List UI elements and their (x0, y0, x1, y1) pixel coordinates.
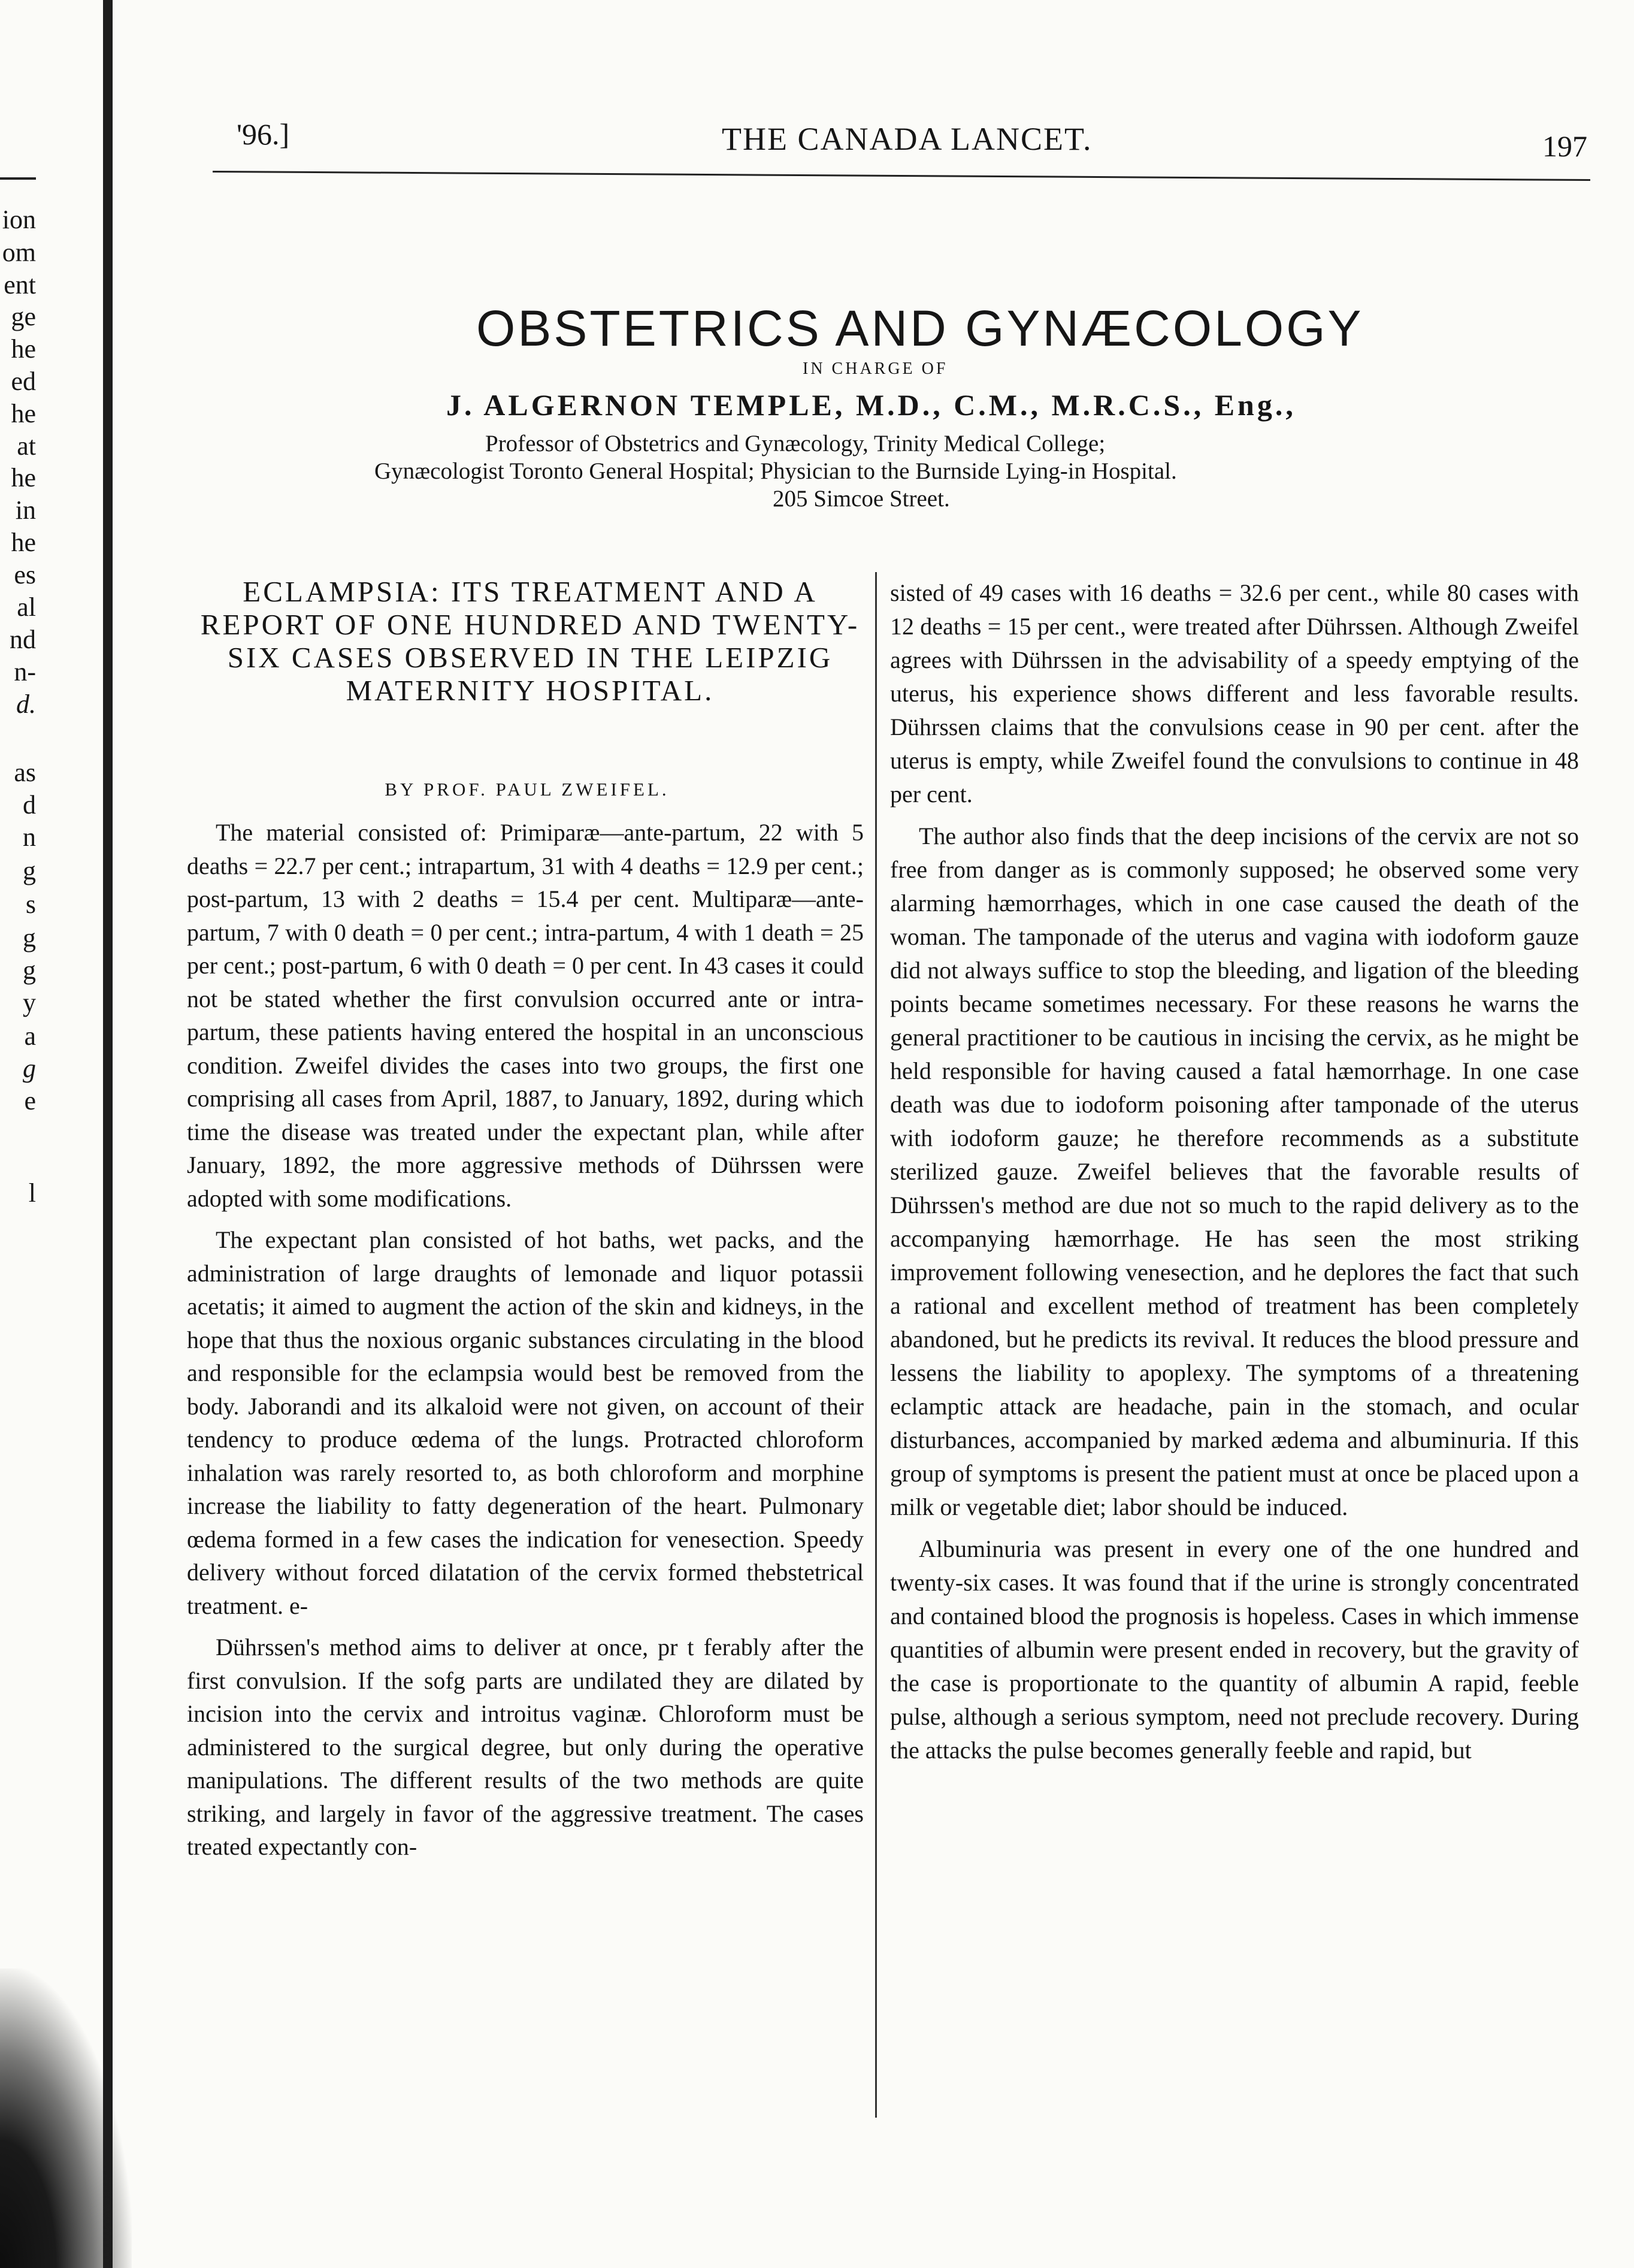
paragraph: The material consisted of: Primiparæ—ante-partum, 22 with 5 deaths = 22.7 per cent.; intrapartum, 31 with 4 deaths = 12.9 per cent.; post-partum, 13 with 2 deaths = 15.4 per cent. Multiparæ—ante-partum, 7 with 0 death = 0 per cent.; intra-partum, 4 with 1 death = 25 per cent.; post-partum, 6 with 0 death = 0 per cent. In 43 cases it could not be stated whether the first convulsion occurred ante or intra-partum, these patients having entered the hospital in an unconscious condition. Zweifel divides the cases into two groups, the first one comprising all cases from April, 1887, to January, 1892, during which time the disease was treated under the expectant plan, while after January, 1892, the more aggressive methods of Dührssen were adopted with some modifications. (187, 819, 864, 1212)
margin-fragment: ent (4, 270, 36, 300)
margin-fragment: e (24, 1086, 36, 1115)
journal-title: THE CANADA LANCET. (722, 121, 1093, 157)
editor-address: 205 Simcoe Street. (773, 486, 950, 512)
margin-fragment: he (11, 528, 36, 557)
editor-name: J. ALGERNON TEMPLE, M.D., C.M., M.R.C.S., Eng., (446, 388, 1296, 422)
margin-dash (0, 177, 36, 180)
margin-fragment: ed (11, 367, 36, 396)
margin-fragment: at (17, 431, 36, 461)
margin-fragment: ge (11, 302, 36, 331)
margin-fragment: he (11, 463, 36, 492)
margin-fragment: l (28, 1178, 36, 1208)
paragraph: Albuminuria was present in every one of the one hundred and twenty-six cases. It was found that if the urine is strongly concentrated and contained blood the prognosis is hopeless. Cases in which immense quantities of albumin were present ended in recovery, but the gravity of the case is proportionate to the quantity of albumin A rapid, feeble pulse, although a serious symptom, need not preclude recovery. During the attacks the pulse becomes generally feeble and rapid, but (890, 1535, 1579, 1764)
margin-fragment: g (23, 1054, 36, 1083)
margin-fragment: as (14, 758, 36, 787)
margin-fragment: he (11, 399, 36, 428)
margin-fragment: s (25, 890, 36, 919)
right-column (890, 576, 1579, 1776)
margin-fragment: g (23, 955, 36, 985)
margin-fragment: om (2, 238, 36, 267)
in-charge-label: IN CHARGE OF (803, 359, 948, 378)
margin-fragment: d. (16, 690, 36, 719)
margin-fragment: ion (2, 205, 36, 234)
byline: BY PROF. PAUL ZWEIFEL. (385, 779, 670, 800)
margin-fragment: al (17, 592, 36, 622)
margin-fragment: he (11, 334, 36, 364)
paragraph: The author also finds that the deep incisions of the cervix are not so free from danger as is commonly supposed; he observed some very alarming hæmorrhages, which in one case caused the death of the woman. The tamponade of the uterus and vagina with iodoform gauze did not always suffice to stop the bleeding, and ligation of the bleeding points became sometimes necessary. For these reasons he warns the general practitioner to be cautious in incising the cervix, as he might be held responsible for having caused a fatal hæmorrhage. In one case death was due to iodoform poisoning after tamponade of the uterus with iodoform gauze; he therefore recommends as a substitute sterilized gauze. Zweifel believes that the favorable results of Dührssen's method are due not so much to the rapid delivery as to the accompanying hæmorrhage. He has seen the most striking improvement following venesection, and he deplores the fact that such a rational and excellent method of treatment has been completely abandoned, but he predicts its revival. It reduces the blood pressure and lessens the liability to apoplexy. The symptoms of a threatening eclamptic attack are headache, pain in the stomach, and ocular disturbances, accompanied by marked ædema and albuminuria. If this group of symptoms is present the patient must at once be placed upon a milk or vegetable diet; labor should be induced. (890, 822, 1579, 1520)
page-number: 197 (1542, 129, 1587, 163)
margin-fragment: nd (10, 625, 36, 654)
paragraph: sisted of 49 cases with 16 deaths = 32.6 per cent., while 80 cases with 12 deaths = 15 per cent., were treated after Dührssen. Although Zweifel agrees with Dührssen in the advisability of a speedy emptying of the uterus, his experience shows different and less favorable results. Dührssen claims that the convulsions cease in 90 per cent. after the uterus is empty, while Zweifel found the convulsions to continue in 48 per cent. (890, 579, 1579, 808)
running-head (237, 117, 1587, 171)
volume-year: '96.] (237, 117, 290, 151)
header-rule (213, 171, 1590, 181)
margin-fragment: a (24, 1021, 36, 1051)
paragraph: Dührssen's method aims to deliver at once, pr t ferably after the first convulsion. If the sofg parts are undilated they are dilated by incision into the cervix and introitus vaginæ. Chloroform must be administered to the surgical degree, but only during the operative manipulations. The different results of the two methods are quite striking, and largely in favor of the aggressive treatment. The cases treated expectantly con- (187, 1634, 864, 1860)
margin-fragment: g (23, 923, 36, 952)
margin-fragment: g (23, 856, 36, 885)
section-title: OBSTETRICS AND GYNÆCOLOGY (476, 300, 1364, 356)
editor-credential: Professor of Obstetrics and Gynæcology, Trinity Medical College; (485, 431, 1106, 456)
column-divider (875, 572, 877, 2118)
left-column (187, 816, 864, 1872)
editor-credential: Gynæcologist Toronto General Hospital; Physician to the Burnside Lying-in Hospital. (374, 458, 1177, 484)
paragraph: The expectant plan consisted of hot baths, wet packs, and the administration of large draughts of lemonade and liquor potassii acetatis; it aimed to augment the action of the skin and kidneys, in the hope that thus the noxious organic substances circulating in the blood and responsible for the eclampsia would best be removed from the body. Jaborandi and its alkaloid were not given, on account of their tendency to produce œdema of the lungs. Protracted chloroform inhalation was rarely resorted to, as both chloroform and morphine increase the liability to fatty degeneration of the heart. Pulmonary œdema formed in a few cases the indication for venesection. Speedy delivery without forced dilatation of the cervix formed thebstetrical treatment. e- (187, 1226, 864, 1619)
margin-fragment: in (15, 495, 36, 525)
binding-shadow (103, 0, 113, 2268)
margin-fragment: y (23, 988, 36, 1017)
adjacent-page-margin (0, 0, 99, 2268)
margin-fragment: d (23, 790, 36, 819)
margin-fragment: n- (14, 657, 36, 687)
corner-shadow (0, 1968, 132, 2268)
margin-fragment: n (23, 822, 36, 852)
article-title: ECLAMPSIA: ITS TREATMENT AND A REPORT OF ONE HUNDRED AND TWENTY-SIX CASES OBSERVED IN THE LEIPZIG MATERNITY HOSPITAL. (200, 575, 860, 707)
margin-fragment: es (14, 560, 36, 589)
